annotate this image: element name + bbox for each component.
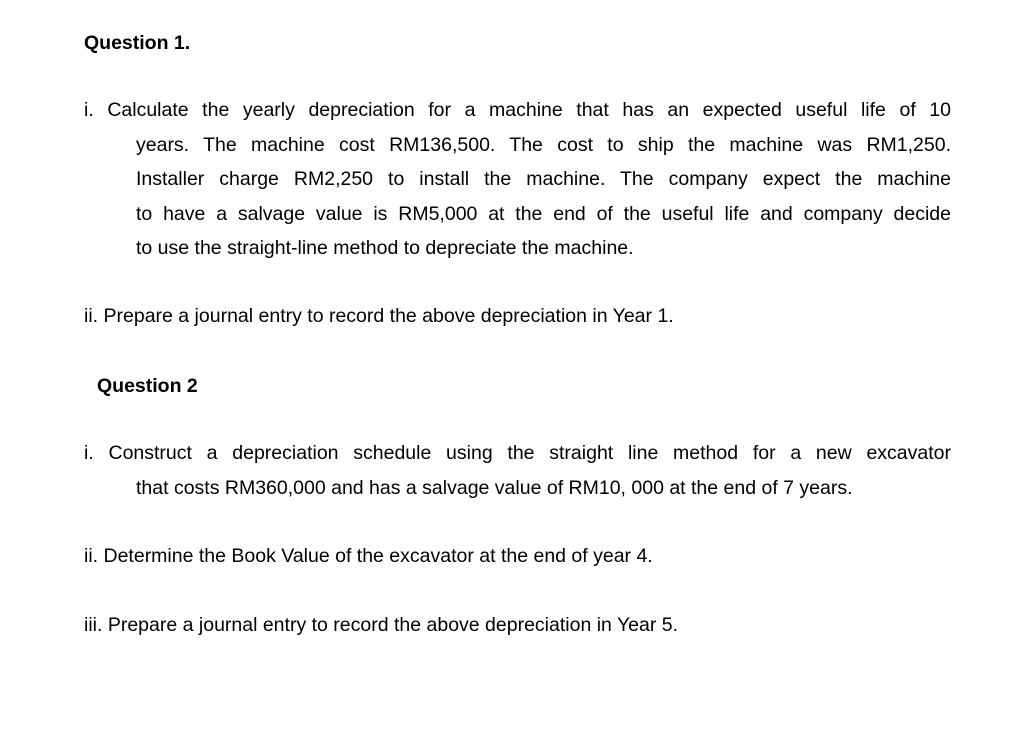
- question-1-part-i-line-3: Installer charge RM2,250 to install the machine. The company expect the machine: [136, 168, 951, 190]
- question-2-part-i-line-2: that costs RM360,000 and has a salvage value of RM10, 000 at the end of 7 years.: [136, 476, 853, 499]
- question-2-part-iii: iii. Prepare a journal entry to record the above depreciation in Year 5.: [84, 614, 679, 636]
- question-2-part-i: [84, 436, 951, 505]
- question-1-part-i-line-4: to have a salvage value is RM5,000 at the end of the useful life and company decide: [136, 202, 951, 225]
- question-2-part-ii: ii. Determine the Book Value of the excavator at the end of year 4.: [84, 545, 653, 567]
- question-1-part-i: [84, 93, 951, 266]
- question-1-part-i-line-5: to use the straight-line method to depreciate the machine.: [136, 237, 634, 259]
- question-1-part-i-line-2: years. The machine cost RM136,500. The cost to ship the machine was RM1,250.: [136, 133, 951, 156]
- question-2-heading: Question 2: [97, 375, 198, 397]
- question-1-heading: Question 1.: [84, 32, 191, 54]
- question-1-part-i-line-1: i. Calculate the yearly depreciation for a machine that has an expected useful life of 10: [84, 99, 951, 121]
- question-1-part-ii: ii. Prepare a journal entry to record the above depreciation in Year 1.: [84, 305, 674, 327]
- question-2-part-i-line-1: i. Construct a depreciation schedule using the straight line method for a new excavator: [84, 442, 951, 464]
